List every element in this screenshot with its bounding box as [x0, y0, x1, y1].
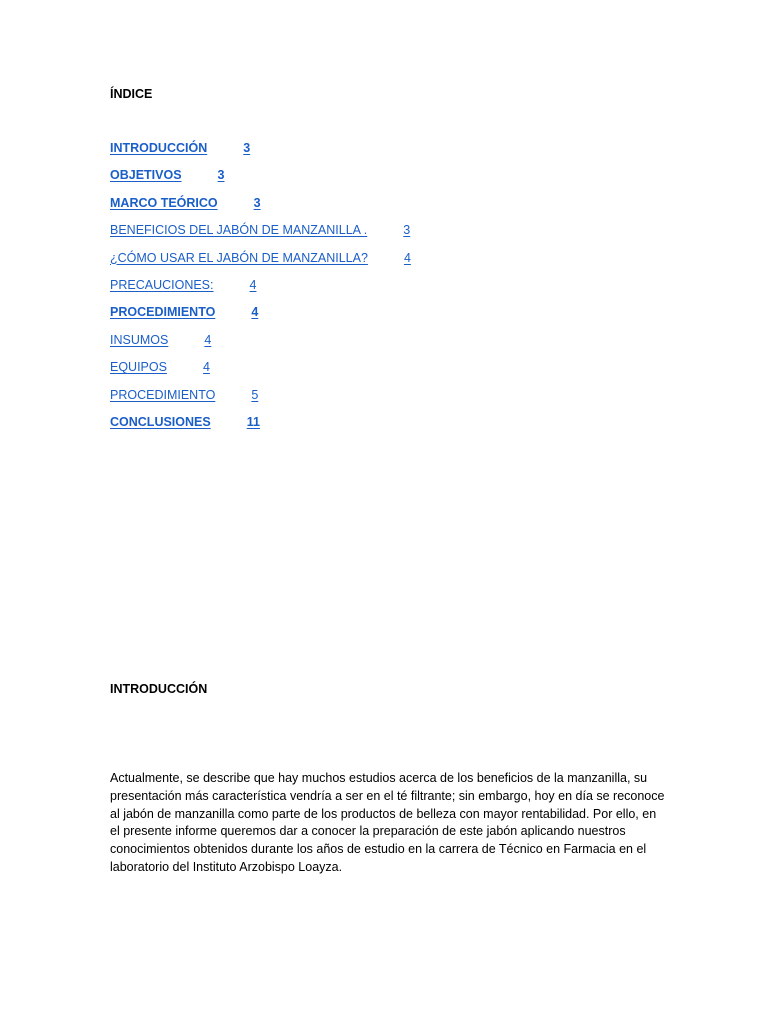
- toc-link[interactable]: [110, 223, 410, 237]
- introduction-paragraph: Actualmente, se describe que hay muchos estudios acerca de los beneficios de la manzanilla, su presentación más característica vendría a ser en el té filtrante; sin embargo, hoy en día se reconoce al jabón de manzanilla como parte de los productos de belleza con mayor rentabilidad. Por ello, en el presente informe queremos dar a conocer la preparación de este jabón aplicando nuestros conocimientos obtenidos durante los años de estudio en la carrera de Técnico en Farmacia en el laboratorio del Instituto Arzobispo Loayza.: [110, 771, 665, 874]
- toc-entry-page: 3: [243, 141, 251, 155]
- toc-link[interactable]: [110, 333, 211, 347]
- toc-link[interactable]: [110, 196, 261, 210]
- toc-entry-page: 5: [251, 387, 259, 402]
- toc-link[interactable]: [110, 168, 225, 182]
- toc-entry-page: 4: [204, 332, 212, 347]
- toc-entry: [110, 305, 411, 332]
- toc-entry-page: 11: [246, 414, 260, 429]
- toc-entry: [110, 196, 411, 223]
- toc-entry: [110, 415, 411, 442]
- toc-link[interactable]: [110, 141, 250, 155]
- toc-entry-page: 4: [202, 360, 210, 375]
- toc-entry: [110, 251, 411, 278]
- toc-entry-label: PROCEDIMIENTO: [110, 387, 216, 402]
- toc-entry-page: 3: [217, 168, 225, 183]
- toc-entry-page: 3: [253, 195, 261, 210]
- toc-entry: [110, 141, 411, 168]
- toc-entry-label: EQUIPOS: [110, 360, 167, 375]
- toc-link[interactable]: [110, 360, 210, 374]
- toc-entry-label: PRECAUCIONES:: [110, 277, 214, 292]
- toc-entry-label: INSUMOS: [110, 332, 169, 347]
- toc-entry-label: MARCO TEÓRICO: [110, 195, 218, 210]
- toc-entry: [110, 333, 411, 360]
- toc-entry-page: 4: [403, 250, 411, 265]
- toc-entry-label: CONCLUSIONES: [110, 414, 211, 429]
- toc-title: ÍNDICE: [110, 87, 153, 101]
- table-of-contents: [110, 141, 411, 442]
- toc-link[interactable]: [110, 305, 258, 319]
- introduction-heading: INTRODUCCIÓN: [110, 682, 208, 696]
- toc-entry: [110, 360, 411, 387]
- toc-entry: [110, 223, 411, 250]
- toc-entry: [110, 168, 411, 195]
- toc-entry-label: ¿CÓMO USAR EL JABÓN DE MANZANILLA?: [110, 250, 368, 265]
- toc-entry: [110, 388, 411, 415]
- toc-link[interactable]: [110, 415, 260, 429]
- toc-entry-page: 4: [251, 305, 259, 320]
- toc-link[interactable]: [110, 388, 258, 402]
- toc-entry-page: 3: [403, 223, 411, 238]
- toc-entry: [110, 278, 411, 305]
- toc-entry-label: OBJETIVOS: [110, 168, 182, 183]
- toc-link[interactable]: [110, 278, 256, 292]
- toc-link[interactable]: [110, 251, 411, 265]
- toc-entry-label: PROCEDIMIENTO: [110, 305, 216, 320]
- toc-entry-page: 4: [249, 277, 257, 292]
- toc-entry-label: BENEFICIOS DEL JABÓN DE MANZANILLA .: [110, 223, 368, 238]
- toc-entry-label: INTRODUCCIÓN: [110, 141, 208, 155]
